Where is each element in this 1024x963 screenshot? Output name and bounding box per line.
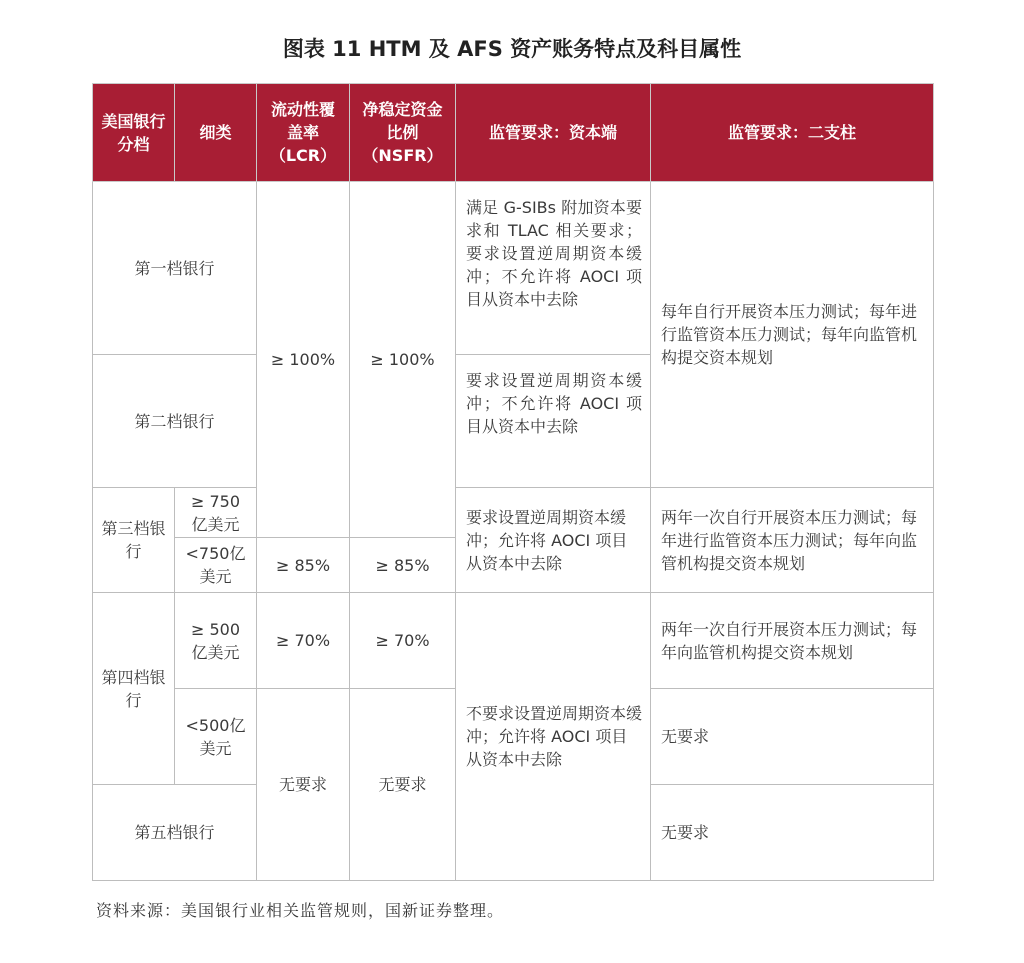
nsfr-tier4b-5: 无要求 <box>350 689 456 881</box>
table-row <box>93 488 934 538</box>
source-note: 资料来源：美国银行业相关监管规则，国新证券整理。 <box>96 901 505 920</box>
tier4-sub-b: <500亿美元 <box>175 689 257 785</box>
tier4-sub-a: ≥ 500亿美元 <box>175 593 257 689</box>
header-pillar2: 监管要求：二支柱 <box>651 84 934 182</box>
table-row <box>93 593 934 689</box>
pillar2-tier1-2: 每年自行开展资本压力测试；每年进行监管资本压力测试；每年向监管机构提交资本规划 <box>651 182 934 488</box>
regulation-table <box>92 83 934 881</box>
pillar2-tier4a: 两年一次自行开展资本压力测试；每年向监管机构提交资本规划 <box>651 593 934 689</box>
pillar2-tier3: 两年一次自行开展资本压力测试；每年进行监管资本压力测试；每年向监管机构提交资本规划 <box>651 488 934 593</box>
pillar2-tier5: 无要求 <box>651 785 934 881</box>
nsfr-tier3b: ≥ 85% <box>350 538 456 593</box>
tier3-label: 第三档银行 <box>93 488 175 593</box>
nsfr-tier4a: ≥ 70% <box>350 593 456 689</box>
header-sub: 细类 <box>175 84 257 182</box>
tier3-sub-a: ≥ 750亿美元 <box>175 488 257 538</box>
table-row <box>93 182 934 355</box>
pillar2-tier4b: 无要求 <box>651 689 934 785</box>
header-capital: 监管要求：资本端 <box>456 84 651 182</box>
header-tier: 美国银行分档 <box>93 84 175 182</box>
lcr-tier1-3a: ≥ 100% <box>257 182 350 538</box>
table-title: 图表 11 HTM 及 AFS 资产账务特点及科目属性 <box>282 37 742 61</box>
nsfr-tier1-3a: ≥ 100% <box>350 182 456 538</box>
tier1-label: 第一档银行 <box>93 182 257 355</box>
lcr-tier4a: ≥ 70% <box>257 593 350 689</box>
capital-tier3: 要求设置逆周期资本缓冲；允许将 AOCI 项目从资本中去除 <box>456 488 651 593</box>
tier3-sub-b: <750亿美元 <box>175 538 257 593</box>
lcr-tier3b: ≥ 85% <box>257 538 350 593</box>
tier2-label: 第二档银行 <box>93 355 257 488</box>
tier5-label: 第五档银行 <box>93 785 257 881</box>
capital-tier2: 要求设置逆周期资本缓冲；不允许将 AOCI 项目从资本中去除 <box>456 355 651 488</box>
header-nsfr: 净稳定资金比例（NSFR） <box>350 84 456 182</box>
header-lcr: 流动性覆盖率（LCR） <box>257 84 350 182</box>
tier4-label: 第四档银行 <box>93 593 175 785</box>
capital-tier1: 满足 G-SIBs 附加资本要求和 TLAC 相关要求；要求设置逆周期资本缓冲；不允许将 AOCI 项目从资本中去除 <box>456 182 651 355</box>
header-row <box>93 84 934 182</box>
capital-tier4-5: 不要求设置逆周期资本缓冲；允许将 AOCI 项目从资本中去除 <box>456 593 651 881</box>
lcr-tier4b-5: 无要求 <box>257 689 350 881</box>
